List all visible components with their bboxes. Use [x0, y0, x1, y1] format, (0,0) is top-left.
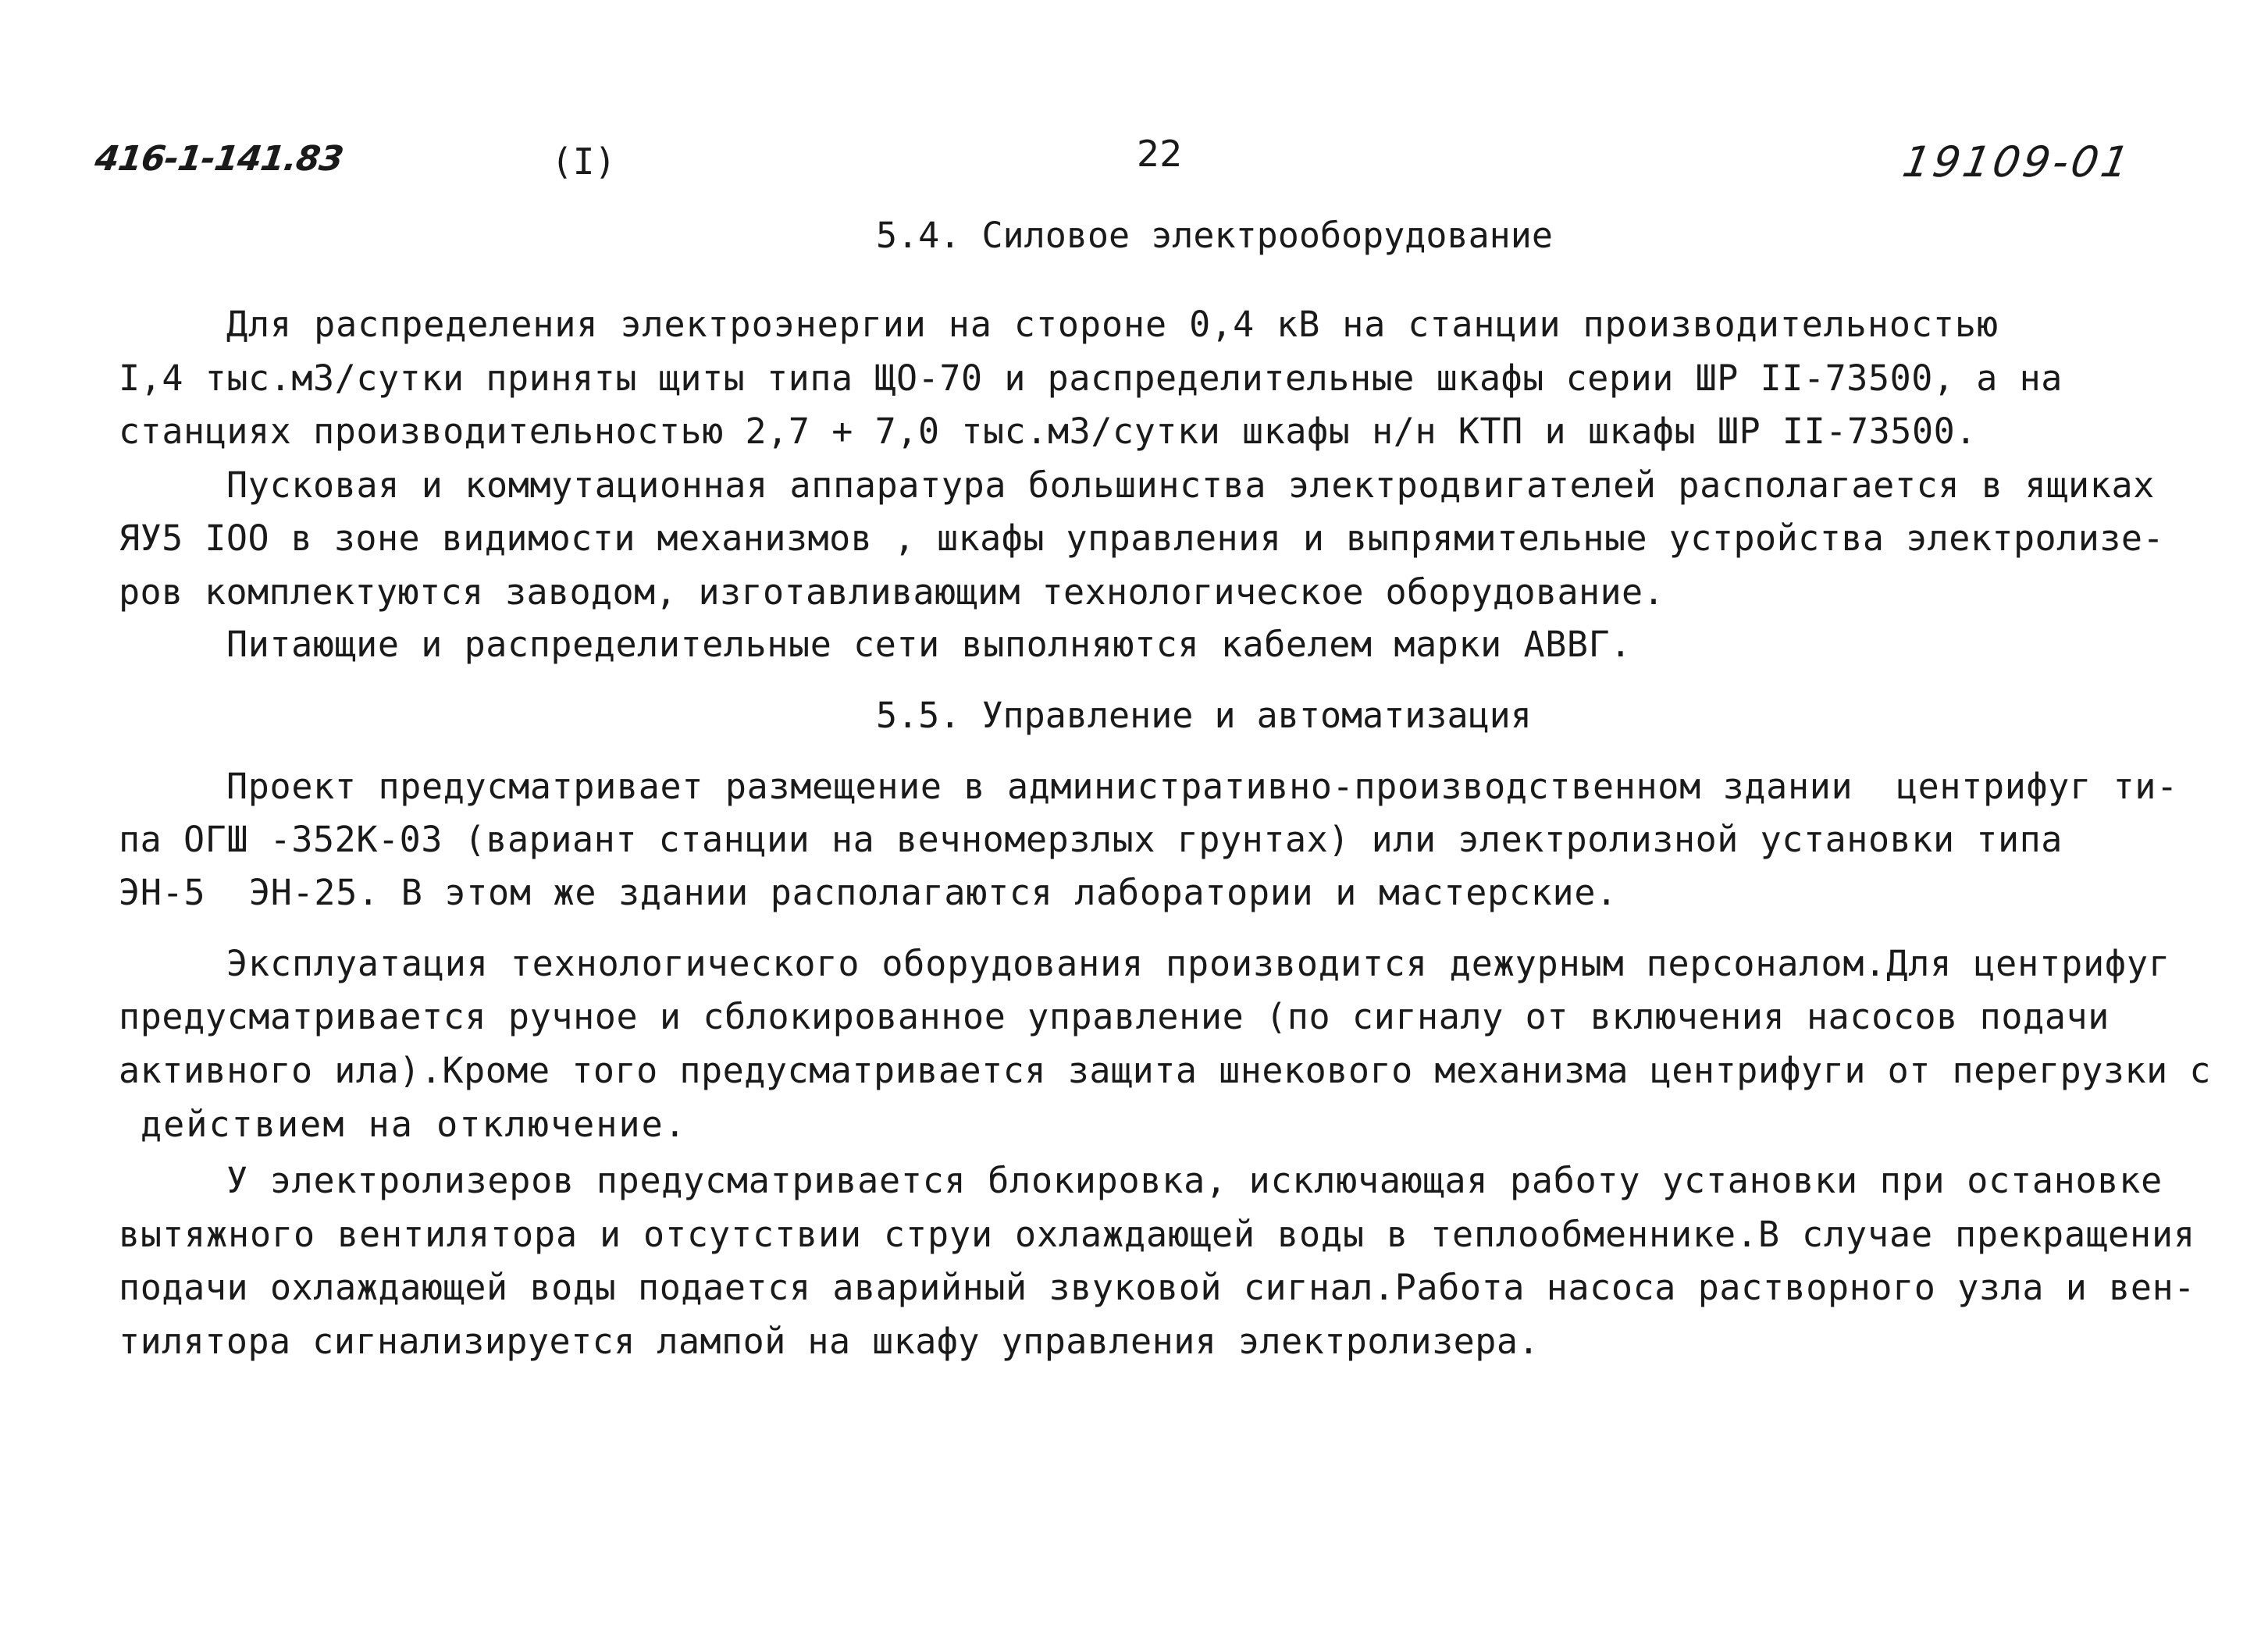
paragraph-line: Питающие и распределительные сети выполняются кабелем марки АВВГ.	[226, 624, 1632, 665]
inventory-number: 19109-01	[1899, 137, 2136, 187]
paragraph-line: предусматривается ручное и сблокированное управление (по сигналу от включения насосов подачи	[119, 996, 2110, 1037]
paragraph-line: Для распределения электроэнергии на стороне 0,4 кВ на станции производительностью	[226, 304, 1999, 345]
paragraph-line: активного ила).Кроме того предусматривается защита шнекового механизма центрифуги от перегрузки с	[119, 1050, 2212, 1091]
album-mark: (I)	[551, 140, 617, 183]
paragraph-line: тилятора сигнализируется лампой на шкафу управления электролизера.	[119, 1321, 1540, 1362]
page-number: 22	[1137, 133, 1183, 175]
paragraph-line: ЯУ5 IOO в зоне видимости механизмов , шкафы управления и выпрямительные устройства электролизе-	[119, 517, 2165, 559]
paragraph-line: вытяжного вентилятора и отсутствии струи охлаждающей воды в теплообменнике.В случае прекращения	[119, 1214, 2196, 1255]
document-code: 416-1-141.83	[92, 139, 346, 179]
paragraph-line: станциях производительностью 2,7 + 7,0 тыс.м3/сутки шкафы н/н КТП и шкафы ШР II-73500.	[119, 411, 1977, 452]
paragraph-line: действием на отключение.	[141, 1104, 687, 1145]
paragraph-line: па ОГШ -352К-03 (вариант станции на вечномерзлых грунтах) или электролизной установки типа	[119, 819, 2063, 860]
paragraph-line: I,4 тыс.м3/сутки приняты щиты типа ЩО-70 и распределительные шкафы серии ШР II-73500, а на	[119, 357, 2063, 399]
paragraph-line: Проект предусматривает размещение в административно-производственном здании центрифуг ти-	[226, 766, 2178, 807]
paragraph-line: подачи охлаждающей воды подается аварийный звуковой сигнал.Работа насоса растворного узла и вен-	[119, 1267, 2195, 1308]
section-heading-5-5: 5.5. Управление и автоматизация	[876, 695, 1532, 736]
paragraph-line: Эксплуатация технологического оборудования производится дежурным персоналом.Для центрифуг	[226, 943, 2170, 984]
paragraph-line: ЭН-5 ЭН-25. В этом же здании располагаются лаборатории и мастерские.	[119, 872, 1618, 913]
paragraph-line: У электролизеров предусматривается блокировка, исключающая работу установки при остановке	[226, 1160, 2163, 1201]
paragraph-line: ров комплектуются заводом, изготавливающим технологическое оборудование.	[119, 571, 1665, 613]
section-heading-5-4: 5.4. Силовое электрооборудование	[876, 215, 1553, 256]
paragraph-line: Пусковая и коммутационная аппаратура большинства электродвигателей располагается в ящиках	[226, 464, 2155, 506]
